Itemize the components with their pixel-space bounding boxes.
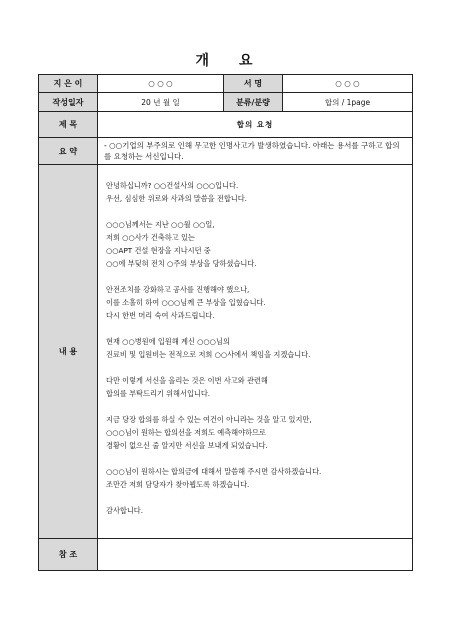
content-line: 이를 소홀히 하여 ○○○님께 큰 부상을 입혔습니다. bbox=[106, 298, 266, 307]
author-value[interactable]: ○ ○ ○ bbox=[98, 75, 224, 93]
content-body[interactable] bbox=[98, 165, 413, 539]
content-gap bbox=[106, 322, 406, 335]
content-label: 내 용 bbox=[39, 165, 98, 539]
content-line: 감사합니다. bbox=[106, 506, 144, 515]
content-gap bbox=[106, 452, 406, 465]
category-value[interactable]: 합의 / 1page bbox=[283, 93, 413, 112]
signature-value[interactable]: ○ ○ ○ bbox=[283, 75, 413, 93]
content-line: 안전조치를 강화하고 공사를 진행해야 했으나, bbox=[106, 285, 250, 294]
content-gap bbox=[106, 400, 406, 413]
page-title bbox=[0, 50, 450, 70]
author-label: 지 은 이 bbox=[39, 75, 98, 93]
content-gap bbox=[106, 491, 406, 504]
date-label: 작성일자 bbox=[39, 93, 98, 112]
reference-label: 참 조 bbox=[39, 539, 98, 571]
content-line: ○○○님께서는 지난 ○○월 ○○일, bbox=[106, 220, 215, 229]
date-value[interactable]: 20 년 월 일 bbox=[98, 93, 224, 112]
title-left: 개 bbox=[195, 53, 211, 69]
content-lines bbox=[106, 179, 406, 517]
reference-value[interactable] bbox=[98, 539, 413, 571]
content-line: 조만간 저희 담당자가 찾아뵙도록 하겠습니다. bbox=[106, 480, 250, 489]
content-line: ○○에 부딪혀 전치 ○주의 부상을 당하셨습니다. bbox=[106, 259, 257, 268]
signature-label: 서 명 bbox=[224, 75, 283, 93]
content-gap bbox=[106, 361, 406, 374]
summary-label: 요 약 bbox=[39, 138, 98, 165]
content-line: ○○○님이 원하는 합의선을 저희도 예측해야하므로 bbox=[106, 428, 266, 437]
content-line: 합의를 부탁드리기 위해서입니다. bbox=[106, 389, 211, 398]
subject-value[interactable]: 합의 요청 bbox=[98, 112, 413, 138]
content-line: 현재 ○○병원에 입원해 계신 ○○○님의 bbox=[106, 337, 230, 346]
overview-form bbox=[38, 74, 413, 571]
subject-label: 제 목 bbox=[39, 112, 98, 138]
category-label: 분류/분량 bbox=[224, 93, 283, 112]
content-line: 우선, 심심한 위로와 사과의 말씀을 전합니다. bbox=[106, 194, 247, 203]
content-line: 저희 ○○사가 건축하고 있는 bbox=[106, 233, 195, 242]
content-gap bbox=[106, 270, 406, 283]
content-line: 지금 당장 합의를 하실 수 있는 여건이 아니라는 것을 알고 있지만, bbox=[106, 415, 312, 424]
content-line: 진료비 및 입원비는 전적으로 저희 ○○사에서 책임을 지겠습니다. bbox=[106, 350, 311, 359]
content-line: ○○○님이 원하시는 합의금에 대해서 말씀해 주시면 감사하겠습니다. bbox=[106, 467, 322, 476]
content-gap bbox=[106, 205, 406, 218]
title-right: 요 bbox=[239, 53, 255, 69]
summary-value[interactable]: - ○○기업의 부주의로 인해 무고한 인명사고가 발생하였습니다. 아래는 용서를 구하고 합의를 요청하는 서신입니다. bbox=[98, 138, 413, 165]
content-line: ○○APT 건설 현장을 지나시던 중 bbox=[106, 246, 211, 255]
content-line: 경황이 없으신 줄 알지만 서신을 보내게 되었습니다. bbox=[106, 441, 268, 450]
content-line: 안녕하십니까? ○○건설사의 ○○○입니다. bbox=[106, 181, 239, 190]
content-line: 다시 한번 머리 숙여 사과드립니다. bbox=[106, 311, 215, 320]
content-line: 다만 이렇게 서신을 올리는 것은 이번 사고와 관련해 bbox=[106, 376, 268, 385]
